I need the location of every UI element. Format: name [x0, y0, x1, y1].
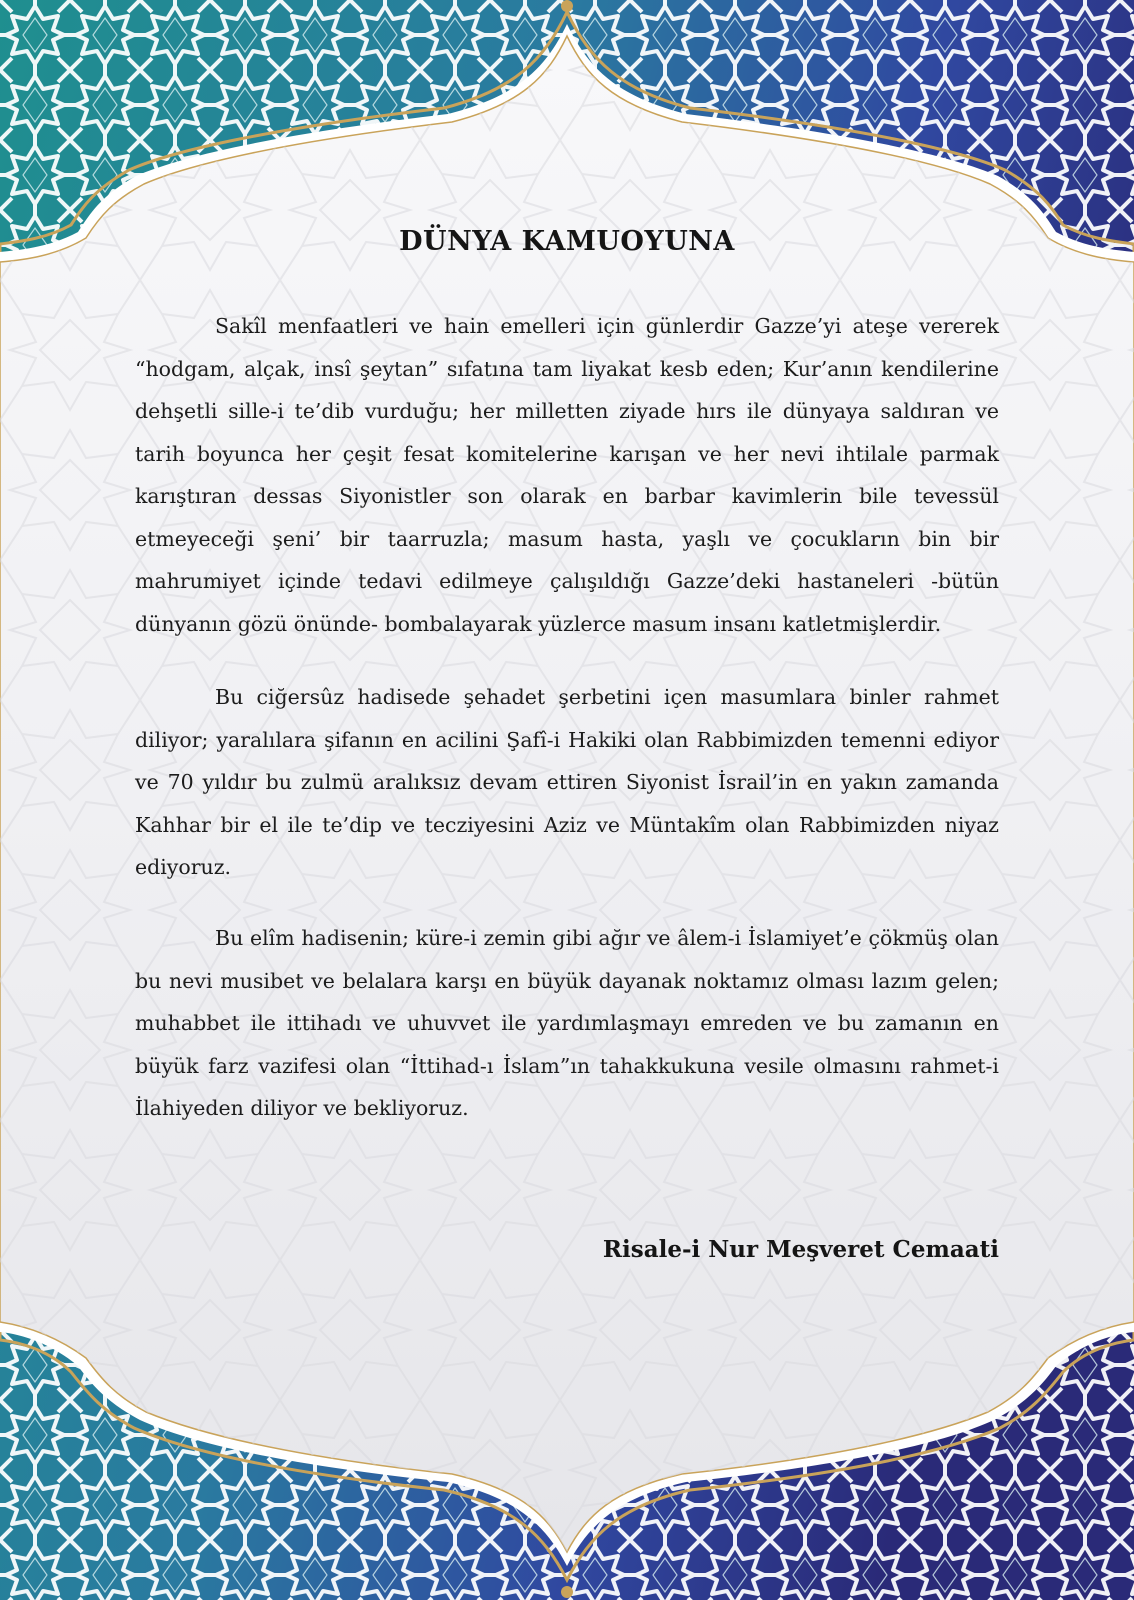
signature: Risale-i Nur Meşveret Cemaati [602, 1236, 999, 1263]
paragraph-2: Bu ciğersûz hadisede şehadet şerbetini içen masumlara binler rahmet diliyor; yaralılara şifanın en acilini Şafî-i Hakiki olan Rabbimizden temenni ediyor ve 70 yıldır bu zulmü aralıksız devam ettiren Siyonist İsrail’in en yakın zamanda Kahhar bir el ile te’dip ve tecziyesini Aziz ve Müntakîm olan Rabbimizden niyaz ediyoruz. [135, 685, 999, 879]
page-title: DÜNYA KAMUOYUNA [399, 226, 735, 257]
paragraph-1: Sakîl menfaatleri ve hain emelleri için günlerdir Gazze’yi ateşe vererek “hodgam, alçak, insî şeytan” sıfatına tam liyakat kesb eden; Kur’anın kendilerine dehşetli sille-i te’dib vurduğu; her milletten ziyade hırs ile dünyaya saldıran ve tarih boyunca her çeşit fesat komitelerine karışan ve her nevi ihtilale parmak karıştıran dessas Siyonistler son olarak en barbar kavimlerin bile tevessül etmeyeceği şeni’ bir taarruzla; masum hasta, yaşlı ve çocukların bin bir mahrumiyet içinde tedavi edilmeye çalışıldığı Gazze’deki hastaneleri -bütün dünyanın gözü önünde- bombalayarak yüzlerce masum insanı katletmişlerdir. [135, 314, 999, 636]
paragraph-3: Bu elîm hadisenin; küre-i zemin gibi ağır ve âlem-i İslamiyet’e çökmüş olan bu nevi musibet ve belalara karşı en büyük dayanak noktamız olması lazım gelen; muhabbet ile ittihadı ve uhuvvet ile yardımlaşmayı emreden ve bu zamanın en büyük farz vazifesi olan “İttihad-ı İslam”ın tahakkukuna vesile olmasını rahmet-i İlahiyeden diliyor ve bekliyoruz. [135, 926, 999, 1120]
